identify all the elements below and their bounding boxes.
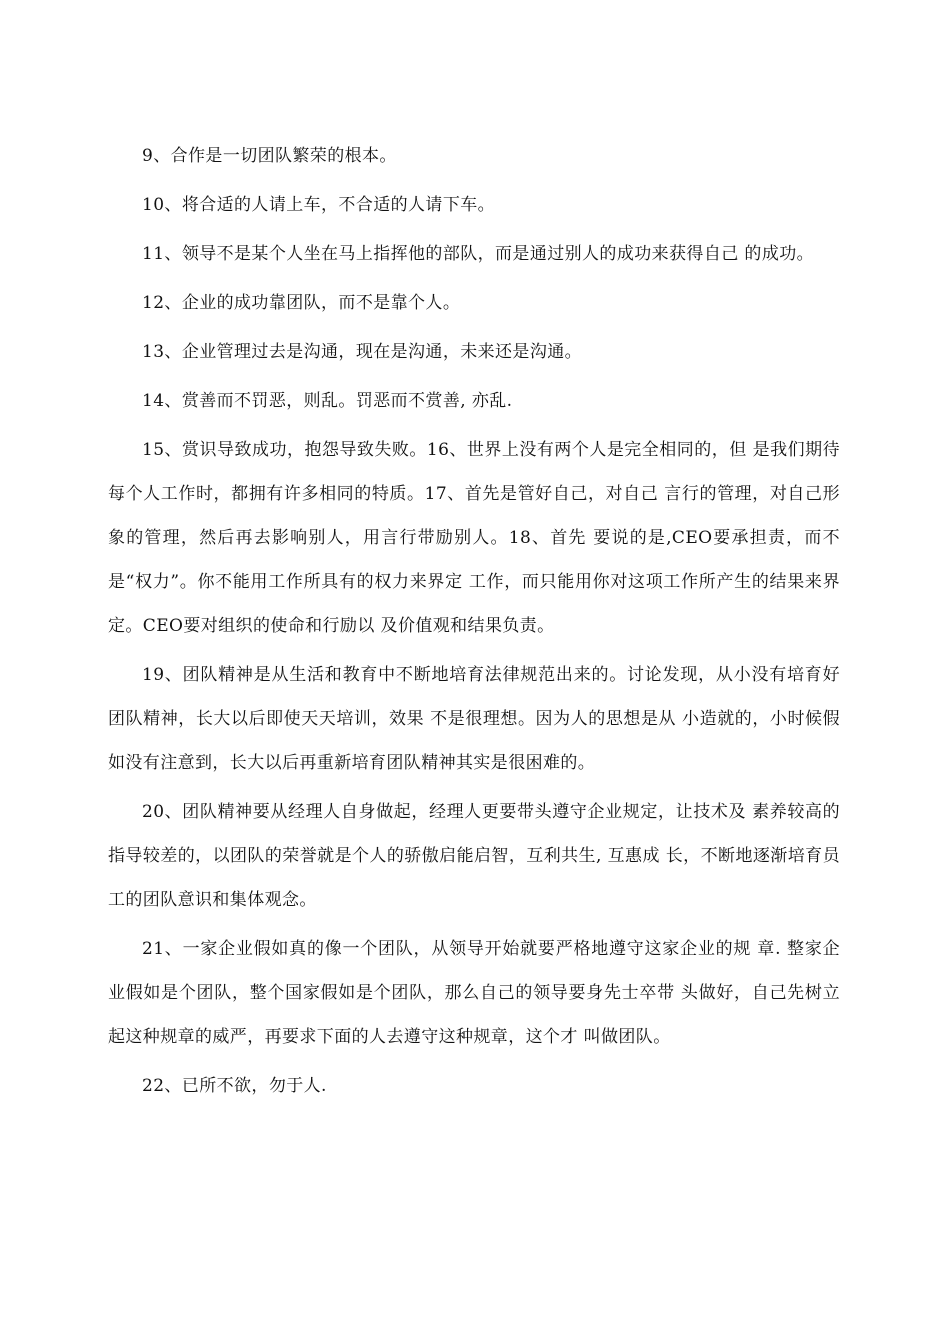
paragraph-15-18: 15、赏识导致成功，抱怨导致失败。16、世界上没有两个人是完全相同的，但 是我们期待每个人工作时，都拥有许多相同的特质。17、首先是管好自己，对自己 言行的管理，对自己形象的管理，然后再去影响别人，用言行带励别人。18、首先 要说的是,CEO要承担责，而不是“权力”。你不能用工作所具有的权力来界定 工作，而只能用你对这项工作所产生的结果来界定。CEO要对组织的使命和行励以 及价值观和结果负责。 bbox=[108, 440, 840, 636]
paragraph-10: 10、将合适的人请上车，不合适的人请下车。 bbox=[142, 195, 496, 215]
paragraph-11: 11、领导不是某个人坐在马上指挥他的部队，而是通过别人的成功来获得自己 的成功。 bbox=[142, 244, 815, 264]
document-body bbox=[108, 134, 840, 1113]
paragraph-9: 9、合作是一切团队繁荣的根本。 bbox=[142, 146, 397, 166]
paragraph-14: 14、赏善而不罚恶，则乱。罚恶而不赏善, 亦乱. bbox=[142, 391, 513, 411]
paragraph-22: 22、已所不欲，勿于人. bbox=[142, 1076, 327, 1096]
paragraph-13: 13、企业管理过去是沟通，现在是沟通，未来还是沟通。 bbox=[142, 342, 583, 362]
paragraph-21: 21、一家企业假如真的像一个团队，从领导开始就要严格地遵守这家企业的规 章. 整家企业假如是个团队，整个国家假如是个团队，那么自己的领导要身先士卒带 头做好，自己先树立起这种规章的威严，再要求下面的人去遵守这种规章，这个才 叫做团队。 bbox=[108, 939, 840, 1047]
paragraph-12: 12、企业的成功靠团队，而不是靠个人。 bbox=[142, 293, 461, 313]
paragraph-20: 20、团队精神要从经理人自身做起，经理人更要带头遵守企业规定，让技术及 素养较高的指导较差的，以团队的荣誉就是个人的骄傲启能启智，互利共生, 互惠成 长，不断地逐渐培育员工的团队意识和集体观念。 bbox=[108, 802, 840, 910]
paragraph-19: 19、团队精神是从生活和教育中不断地培育法律规范出来的。讨论发现，从小没有培育好团队精神，长大以后即使天天培训，效果 不是很理想。因为人的思想是从 小造就的，小时候假如没有注意到，长大以后再重新培育团队精神其实是很困难的。 bbox=[108, 665, 840, 773]
